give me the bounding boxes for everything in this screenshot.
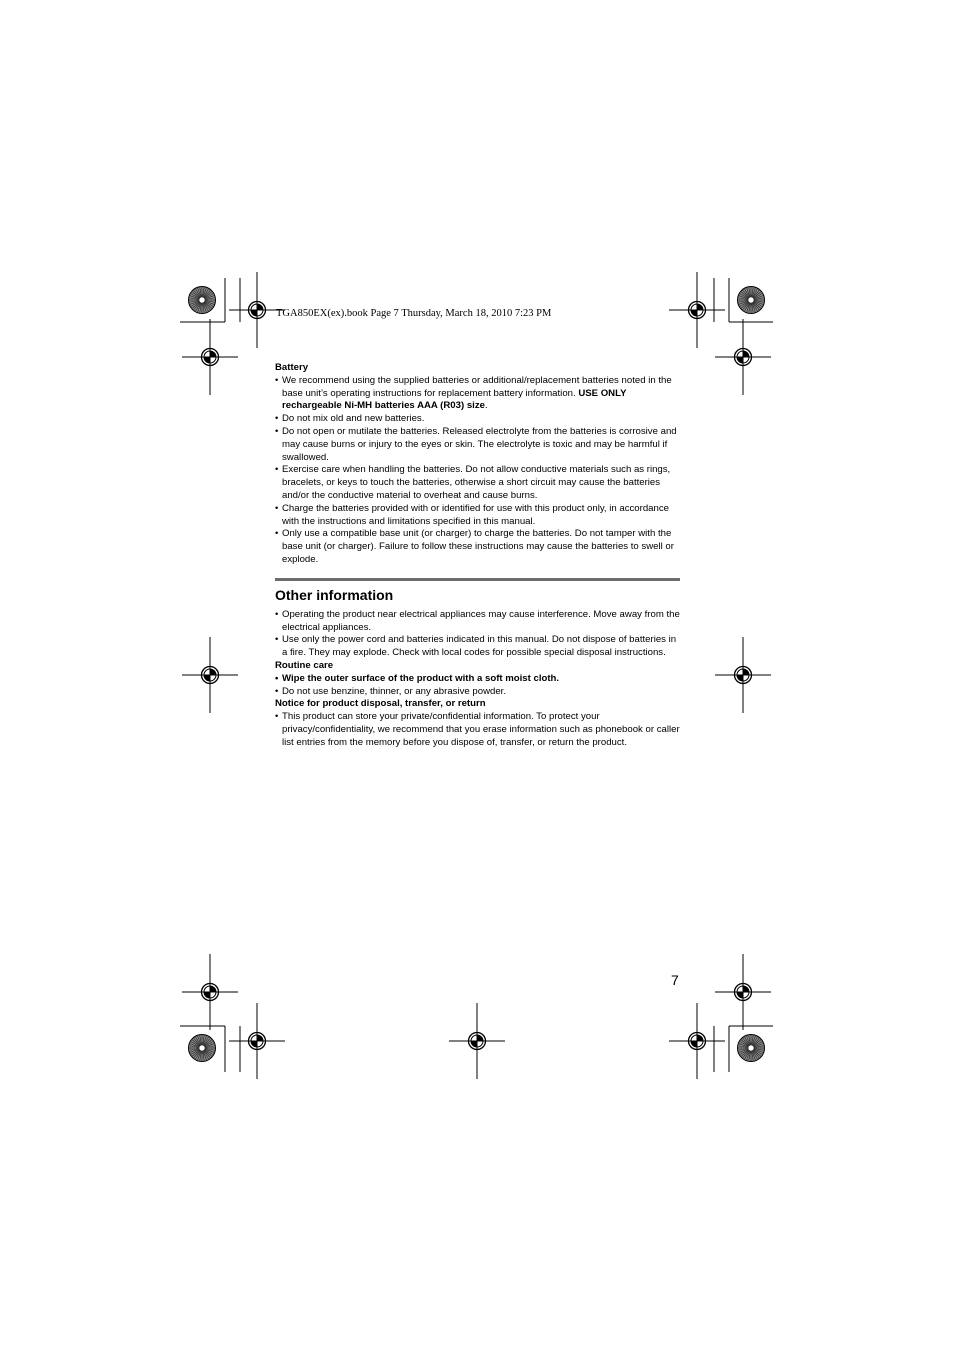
routine-care-heading: Routine care (275, 659, 334, 671)
registration-target-icon (449, 1003, 505, 1079)
page-number: 7 (671, 972, 679, 988)
battery-bullet-6: • Only use a compatible base unit (or charger) to charge the batteries. Do not tamper with the base unit (or charger). Failure to follow these instructions may cause the batteries to swell or explode. (275, 528, 680, 566)
disposal-notice-heading: Notice for product disposal, transfer, or return (275, 698, 486, 710)
battery-bullet-1: • We recommend using the supplied batteries or additional/replacement batteries noted in the base unit’s operating instructions for replacement battery information. USE ONLY rechargeable Ni-MH batteries AAA (R03) size. (275, 375, 680, 413)
color-bar-disc-icon (189, 1035, 216, 1062)
color-bar-disc-icon (738, 1035, 765, 1062)
registration-target-icon (669, 1003, 725, 1079)
battery-list (275, 375, 680, 567)
color-bar-disc-icon (189, 287, 216, 314)
registration-target-icon (229, 1003, 285, 1079)
other-info-bullet-2: • Use only the power cord and batteries indicated in this manual. Do not dispose of batteries in a fire. They may explode. Check with local codes for possible special disposal instructions. (275, 634, 680, 660)
registration-target-icon (182, 319, 238, 395)
routine-care-list (275, 673, 680, 699)
other-information-title: Other information (275, 586, 394, 603)
disposal-notice-bullet-1: • This product can store your private/confidential information. To protect your privacy/confidentiality, we recommend that you erase information such as phonebook or caller list entries from the memory before you dispose of, transfer, or return the product. (275, 711, 680, 749)
battery-bullet-2: • Do not mix old and new batteries. (275, 413, 680, 426)
book-header-line: TGA850EX(ex).book Page 7 Thursday, March 18, 2010 7:23 PM (276, 308, 552, 319)
registration-target-icon (182, 637, 238, 713)
battery-bullet-4: • Exercise care when handling the batteries. Do not allow conductive materials such as rings, bracelets, or keys to touch the batteries, otherwise a short circuit may cause the batteries and/or the conductive material to overheat and cause burns. (275, 464, 680, 502)
other-information-list (275, 609, 680, 660)
registration-target-icon (715, 954, 771, 1030)
registration-target-icon (715, 637, 771, 713)
battery-size-emphasis: USE ONLY rechargeable Ni-MH batteries AAA (R03) size (282, 387, 627, 412)
page-content (275, 362, 680, 750)
color-bar-disc-icon (738, 287, 765, 314)
battery-heading: Battery (275, 362, 309, 373)
registration-target-icon (715, 319, 771, 395)
disposal-notice-list (275, 711, 680, 749)
battery-bullet-5: • Charge the batteries provided with or identified for use with this product only, in accordance with the instructions and limitations specified in this manual. (275, 503, 680, 529)
registration-target-icon (182, 954, 238, 1030)
section-divider (275, 578, 680, 581)
battery-bullet-3: • Do not open or mutilate the batteries. Released electrolyte from the batteries is corrosive and may cause burns or injury to the eyes or skin. The electrolyte is toxic and may be harmful if swallowed. (275, 426, 680, 464)
registration-target-icon (669, 272, 725, 348)
other-info-bullet-1: • Operating the product near electrical appliances may cause interference. Move away from the electrical appliances. (275, 609, 680, 635)
routine-care-bullet-2: • Do not use benzine, thinner, or any abrasive powder. (275, 686, 680, 699)
routine-care-bullet-1: • Wipe the outer surface of the product with a soft moist cloth. (275, 673, 680, 686)
